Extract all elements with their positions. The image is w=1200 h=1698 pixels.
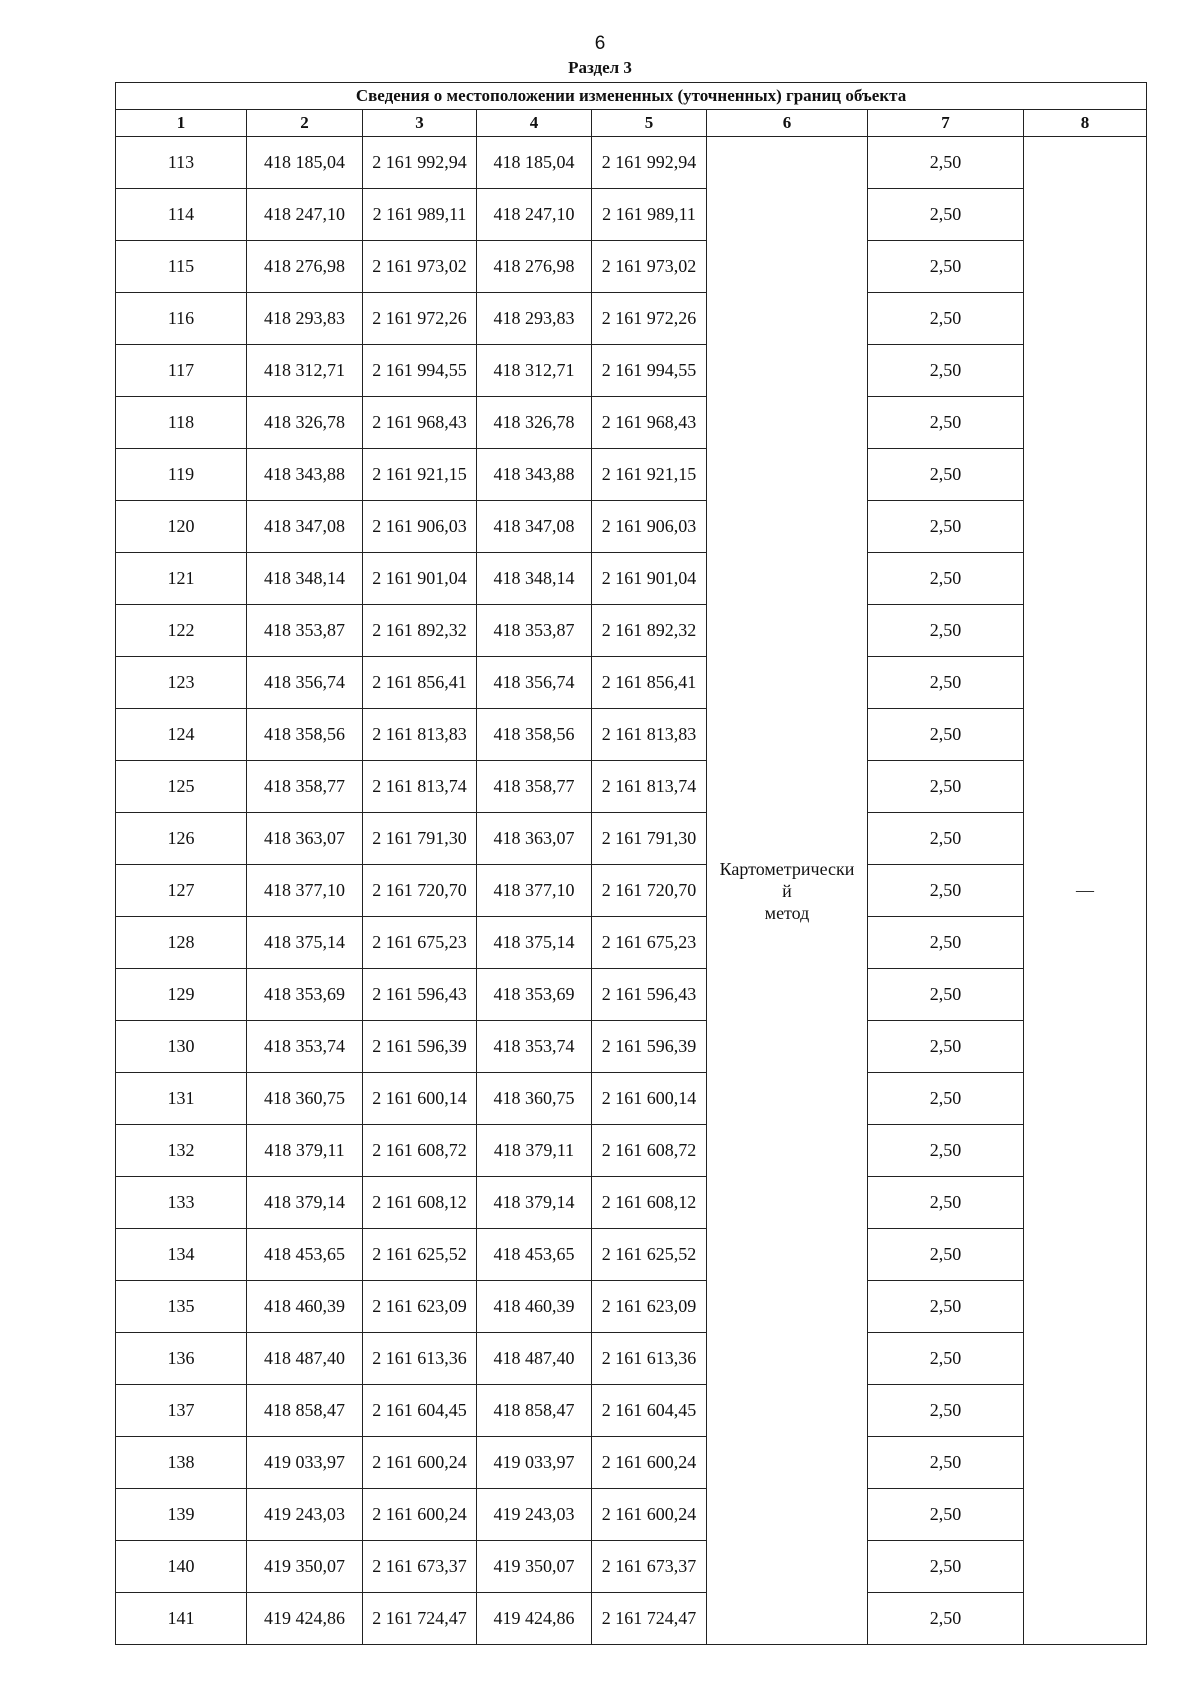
table-row [116,657,1147,709]
x-coord-cell: 419 424,86 [477,1593,592,1645]
x-coord-cell: 418 360,75 [247,1073,363,1125]
table-row [116,137,1147,189]
x-coord-cell: 418 375,14 [247,917,363,969]
y-coord-cell: 2 161 604,45 [363,1385,477,1437]
y-coord-cell: 2 161 906,03 [592,501,707,553]
point-number-cell: 125 [116,761,247,813]
x-coord-cell: 419 033,97 [247,1437,363,1489]
x-coord-cell: 418 360,75 [477,1073,592,1125]
y-coord-cell: 2 161 968,43 [592,397,707,449]
y-coord-cell: 2 161 813,83 [592,709,707,761]
point-number-cell: 122 [116,605,247,657]
table-row [116,1333,1147,1385]
x-coord-cell: 418 858,47 [247,1385,363,1437]
x-coord-cell: 418 356,74 [247,657,363,709]
y-coord-cell: 2 161 720,70 [363,865,477,917]
table-row [116,1229,1147,1281]
table-row [116,1385,1147,1437]
accuracy-cell: 2,50 [868,397,1024,449]
y-coord-cell: 2 161 623,09 [363,1281,477,1333]
x-coord-cell: 418 326,78 [247,397,363,449]
y-coord-cell: 2 161 600,24 [363,1489,477,1541]
x-coord-cell: 418 353,69 [247,969,363,1021]
y-coord-cell: 2 161 791,30 [363,813,477,865]
x-coord-cell: 419 350,07 [247,1541,363,1593]
x-coord-cell: 418 347,08 [477,501,592,553]
y-coord-cell: 2 161 613,36 [592,1333,707,1385]
x-coord-cell: 418 375,14 [477,917,592,969]
y-coord-cell: 2 161 813,74 [363,761,477,813]
accuracy-cell: 2,50 [868,293,1024,345]
table-row [116,605,1147,657]
point-number-cell: 116 [116,293,247,345]
table-row [116,293,1147,345]
x-coord-cell: 418 487,40 [477,1333,592,1385]
x-coord-cell: 418 363,07 [247,813,363,865]
method-text-line: метод [764,902,810,923]
x-coord-cell: 418 858,47 [477,1385,592,1437]
column-number: 7 [868,110,1024,137]
point-number-cell: 124 [116,709,247,761]
y-coord-cell: 2 161 608,72 [363,1125,477,1177]
point-number-cell: 132 [116,1125,247,1177]
y-coord-cell: 2 161 625,52 [592,1229,707,1281]
accuracy-cell: 2,50 [868,917,1024,969]
point-number-cell: 133 [116,1177,247,1229]
y-coord-cell: 2 161 600,14 [592,1073,707,1125]
table-row [116,189,1147,241]
x-coord-cell: 418 377,10 [477,865,592,917]
x-coord-cell: 418 377,10 [247,865,363,917]
y-coord-cell: 2 161 613,36 [363,1333,477,1385]
x-coord-cell: 418 453,65 [247,1229,363,1281]
y-coord-cell: 2 161 994,55 [363,345,477,397]
table-row [116,501,1147,553]
column-number: 3 [363,110,477,137]
accuracy-cell: 2,50 [868,657,1024,709]
x-coord-cell: 418 379,11 [477,1125,592,1177]
x-coord-cell: 418 276,98 [477,241,592,293]
x-coord-cell: 418 185,04 [247,137,363,189]
column-number: 6 [707,110,868,137]
accuracy-cell: 2,50 [868,1125,1024,1177]
column-8-cell: — [1024,137,1147,1645]
method-text-line: й [782,880,792,901]
point-number-cell: 117 [116,345,247,397]
x-coord-cell: 418 293,83 [477,293,592,345]
accuracy-cell: 2,50 [868,1073,1024,1125]
y-coord-cell: 2 161 604,45 [592,1385,707,1437]
y-coord-cell: 2 161 673,37 [363,1541,477,1593]
accuracy-cell: 2,50 [868,865,1024,917]
x-coord-cell: 418 343,88 [477,449,592,501]
accuracy-cell: 2,50 [868,605,1024,657]
page-number: 6 [594,33,606,54]
accuracy-cell: 2,50 [868,1593,1024,1645]
table-row [116,865,1147,917]
x-coord-cell: 418 353,69 [477,969,592,1021]
y-coord-cell: 2 161 994,55 [592,345,707,397]
y-coord-cell: 2 161 608,12 [363,1177,477,1229]
accuracy-cell: 2,50 [868,1333,1024,1385]
point-number-cell: 126 [116,813,247,865]
accuracy-cell: 2,50 [868,761,1024,813]
table-row [116,1073,1147,1125]
x-coord-cell: 418 326,78 [477,397,592,449]
table-row [116,761,1147,813]
accuracy-cell: 2,50 [868,1385,1024,1437]
y-coord-cell: 2 161 992,94 [592,137,707,189]
point-number-cell: 129 [116,969,247,1021]
y-coord-cell: 2 161 673,37 [592,1541,707,1593]
accuracy-cell: 2,50 [868,813,1024,865]
y-coord-cell: 2 161 596,39 [363,1021,477,1073]
y-coord-cell: 2 161 973,02 [592,241,707,293]
table-row [116,709,1147,761]
x-coord-cell: 418 353,74 [247,1021,363,1073]
table-row [116,397,1147,449]
y-coord-cell: 2 161 992,94 [363,137,477,189]
x-coord-cell: 418 379,11 [247,1125,363,1177]
y-coord-cell: 2 161 675,23 [363,917,477,969]
accuracy-cell: 2,50 [868,241,1024,293]
y-coord-cell: 2 161 813,74 [592,761,707,813]
x-coord-cell: 418 363,07 [477,813,592,865]
accuracy-cell: 2,50 [868,1229,1024,1281]
table-row [116,345,1147,397]
table-row [116,1177,1147,1229]
x-coord-cell: 418 379,14 [477,1177,592,1229]
table-row [116,917,1147,969]
accuracy-cell: 2,50 [868,709,1024,761]
x-coord-cell: 419 243,03 [477,1489,592,1541]
table-row [116,813,1147,865]
accuracy-cell: 2,50 [868,189,1024,241]
y-coord-cell: 2 161 791,30 [592,813,707,865]
x-coord-cell: 418 312,71 [477,345,592,397]
accuracy-cell: 2,50 [868,1281,1024,1333]
y-coord-cell: 2 161 892,32 [363,605,477,657]
point-number-cell: 118 [116,397,247,449]
point-number-cell: 139 [116,1489,247,1541]
y-coord-cell: 2 161 625,52 [363,1229,477,1281]
column-number-row [116,110,1147,137]
point-number-cell: 134 [116,1229,247,1281]
table-row [116,969,1147,1021]
x-coord-cell: 418 185,04 [477,137,592,189]
accuracy-cell: 2,50 [868,137,1024,189]
column-number: 8 [1024,110,1147,137]
y-coord-cell: 2 161 600,24 [592,1437,707,1489]
accuracy-cell: 2,50 [868,1177,1024,1229]
y-coord-cell: 2 161 989,11 [363,189,477,241]
point-number-cell: 127 [116,865,247,917]
point-number-cell: 120 [116,501,247,553]
y-coord-cell: 2 161 596,43 [592,969,707,1021]
y-coord-cell: 2 161 600,24 [363,1437,477,1489]
y-coord-cell: 2 161 608,72 [592,1125,707,1177]
point-number-cell: 121 [116,553,247,605]
y-coord-cell: 2 161 856,41 [592,657,707,709]
x-coord-cell: 418 356,74 [477,657,592,709]
accuracy-cell: 2,50 [868,1541,1024,1593]
y-coord-cell: 2 161 600,24 [592,1489,707,1541]
x-coord-cell: 418 453,65 [477,1229,592,1281]
x-coord-cell: 418 379,14 [247,1177,363,1229]
x-coord-cell: 418 353,87 [477,605,592,657]
x-coord-cell: 418 343,88 [247,449,363,501]
table-row [116,241,1147,293]
y-coord-cell: 2 161 623,09 [592,1281,707,1333]
x-coord-cell: 418 353,74 [477,1021,592,1073]
column-number: 4 [477,110,592,137]
point-number-cell: 141 [116,1593,247,1645]
y-coord-cell: 2 161 813,83 [363,709,477,761]
y-coord-cell: 2 161 856,41 [363,657,477,709]
table-row [116,1125,1147,1177]
x-coord-cell: 419 243,03 [247,1489,363,1541]
y-coord-cell: 2 161 921,15 [363,449,477,501]
y-coord-cell: 2 161 973,02 [363,241,477,293]
accuracy-cell: 2,50 [868,1437,1024,1489]
y-coord-cell: 2 161 596,43 [363,969,477,1021]
y-coord-cell: 2 161 724,47 [592,1593,707,1645]
x-coord-cell: 418 358,77 [477,761,592,813]
boundary-coordinates-table [115,82,1147,1645]
y-coord-cell: 2 161 724,47 [363,1593,477,1645]
y-coord-cell: 2 161 989,11 [592,189,707,241]
table-body [116,137,1147,1645]
x-coord-cell: 418 348,14 [477,553,592,605]
y-coord-cell: 2 161 968,43 [363,397,477,449]
accuracy-cell: 2,50 [868,553,1024,605]
x-coord-cell: 418 247,10 [477,189,592,241]
column-number: 1 [116,110,247,137]
point-number-cell: 138 [116,1437,247,1489]
x-coord-cell: 418 247,10 [247,189,363,241]
accuracy-cell: 2,50 [868,345,1024,397]
point-number-cell: 131 [116,1073,247,1125]
point-number-cell: 135 [116,1281,247,1333]
y-coord-cell: 2 161 596,39 [592,1021,707,1073]
x-coord-cell: 419 033,97 [477,1437,592,1489]
x-coord-cell: 418 348,14 [247,553,363,605]
point-number-cell: 128 [116,917,247,969]
x-coord-cell: 418 358,56 [477,709,592,761]
accuracy-cell: 2,50 [868,501,1024,553]
column-number: 5 [592,110,707,137]
y-coord-cell: 2 161 720,70 [592,865,707,917]
y-coord-cell: 2 161 972,26 [592,293,707,345]
y-coord-cell: 2 161 901,04 [592,553,707,605]
table-row [116,1281,1147,1333]
y-coord-cell: 2 161 972,26 [363,293,477,345]
point-number-cell: 115 [116,241,247,293]
y-coord-cell: 2 161 608,12 [592,1177,707,1229]
accuracy-cell: 2,50 [868,969,1024,1021]
table-row [116,1541,1147,1593]
point-number-cell: 140 [116,1541,247,1593]
table-caption: Сведения о местоположении измененных (уточненных) границ объекта [116,83,1147,110]
point-number-cell: 137 [116,1385,247,1437]
y-coord-cell: 2 161 675,23 [592,917,707,969]
y-coord-cell: 2 161 892,32 [592,605,707,657]
x-coord-cell: 418 460,39 [477,1281,592,1333]
x-coord-cell: 418 358,56 [247,709,363,761]
x-coord-cell: 418 460,39 [247,1281,363,1333]
point-number-cell: 130 [116,1021,247,1073]
section-title: Раздел 3 [568,58,632,77]
accuracy-cell: 2,50 [868,1021,1024,1073]
x-coord-cell: 418 487,40 [247,1333,363,1385]
point-number-cell: 136 [116,1333,247,1385]
x-coord-cell: 418 293,83 [247,293,363,345]
y-coord-cell: 2 161 901,04 [363,553,477,605]
point-number-cell: 119 [116,449,247,501]
table-row [116,1437,1147,1489]
method-cell [707,137,868,1645]
column-number: 2 [247,110,363,137]
accuracy-cell: 2,50 [868,1489,1024,1541]
x-coord-cell: 418 347,08 [247,501,363,553]
point-number-cell: 123 [116,657,247,709]
table-row [116,553,1147,605]
point-number-cell: 113 [116,137,247,189]
table-row [116,1021,1147,1073]
x-coord-cell: 419 350,07 [477,1541,592,1593]
method-text-line: Картометрически [719,858,855,879]
y-coord-cell: 2 161 906,03 [363,501,477,553]
table-row [116,1593,1147,1645]
x-coord-cell: 419 424,86 [247,1593,363,1645]
x-coord-cell: 418 353,87 [247,605,363,657]
x-coord-cell: 418 358,77 [247,761,363,813]
point-number-cell: 114 [116,189,247,241]
y-coord-cell: 2 161 600,14 [363,1073,477,1125]
table-row [116,1489,1147,1541]
y-coord-cell: 2 161 921,15 [592,449,707,501]
accuracy-cell: 2,50 [868,449,1024,501]
x-coord-cell: 418 312,71 [247,345,363,397]
x-coord-cell: 418 276,98 [247,241,363,293]
table-row [116,449,1147,501]
